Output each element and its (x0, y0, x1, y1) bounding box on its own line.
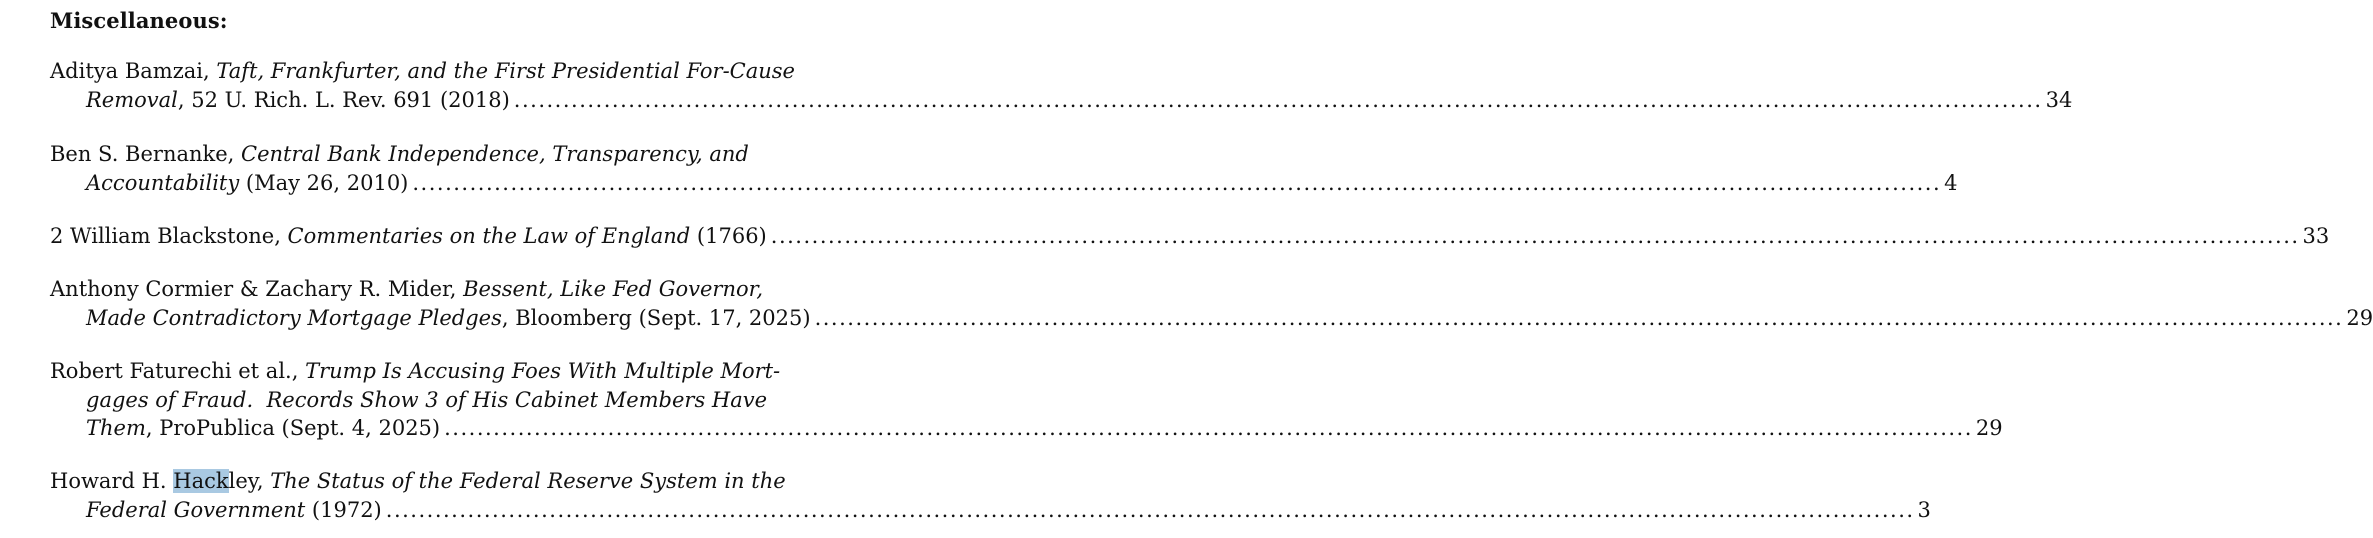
citation-title: Accountability (86, 170, 240, 195)
page-number: 29 (2346, 305, 2373, 330)
citation-line (50, 275, 987, 304)
citation-title: Federal Government (86, 497, 306, 522)
leader-dots: ........................................................................................................................................................................................... (412, 170, 1942, 195)
page-number: 33 (2302, 224, 2330, 248)
citation-source: , 52 U. Rich. L. Rev. 691 (2018) (177, 87, 510, 112)
citation-entry-bernanke (50, 140, 1958, 197)
page-number: 4 (1944, 170, 1958, 195)
citation-author (50, 469, 270, 493)
citation-source: (1972) (305, 497, 382, 522)
citation-entry-blackstone (50, 222, 2330, 251)
citation-line (50, 140, 987, 169)
citation-title: Them (86, 416, 146, 440)
leader-dots: ........................................................................................................................................................................................... (385, 497, 1915, 522)
text-selection-highlight[interactable]: Hack (173, 469, 229, 493)
citation-text (50, 222, 767, 251)
citation-text (86, 169, 408, 198)
citation-author: Aditya Bamzai, (50, 59, 217, 83)
page-number: 34 (2045, 87, 2073, 112)
page-number: 29 (1975, 416, 2003, 440)
citation-author: Ben S. Bernanke, (50, 142, 242, 166)
section-heading: Miscellaneous: (50, 8, 228, 33)
citation-title: Taft, Frankfurter, and the First Presidential For-Cause (216, 59, 795, 83)
citation-text (86, 414, 440, 443)
citation-entry-faturechi (50, 357, 2003, 443)
author-name-part: Howard H. (50, 469, 174, 493)
citation-text (86, 304, 811, 333)
citation-entry-bamzai (50, 57, 2073, 114)
citation-line (50, 169, 1958, 198)
citation-line (50, 386, 987, 415)
citation-text (86, 496, 382, 525)
citation-source: , Bloomberg (Sept. 17, 2025) (501, 305, 811, 330)
citation-title: Commentaries on the Law of England (287, 224, 691, 248)
citation-title: Bessent, Like Fed Governor, (463, 277, 764, 301)
leader-dots: ........................................................................................................................................................................................... (513, 87, 2043, 112)
citation-author: Robert Faturechi et al., (50, 359, 306, 383)
citation-title: The Status of the Federal Reserve System in the (270, 469, 786, 493)
citation-line (50, 357, 987, 386)
leader-dots: ........................................................................................................................................................................................... (770, 224, 2300, 248)
citation-source: , ProPublica (Sept. 4, 2025) (145, 416, 441, 440)
citation-title: Made Contradictory Mortgage Pledges (86, 305, 502, 330)
citation-author: Anthony Cormier & Zachary R. Mider, (50, 277, 464, 301)
citation-author: 2 William Blackstone, (50, 224, 288, 248)
citation-line (50, 414, 2003, 443)
leader-dots: ........................................................................................................................................................................................... (444, 416, 1973, 440)
citation-line (50, 467, 987, 496)
citation-source: (1766) (690, 224, 767, 248)
citation-text (86, 86, 510, 115)
citation-title: Central Bank Independence, Transparency, and (241, 142, 749, 166)
citation-entry-hackley (50, 467, 1931, 524)
citation-line (50, 304, 2373, 333)
page-number: 3 (1917, 497, 1931, 522)
citation-entry-cormier (50, 275, 2373, 332)
author-name-part: ley, (228, 469, 271, 493)
citation-line (50, 222, 2330, 251)
citation-source: (May 26, 2010) (239, 170, 409, 195)
citation-title: Removal (86, 87, 178, 112)
citation-line (50, 496, 1931, 525)
citation-line (50, 86, 2073, 115)
citation-line (50, 57, 987, 86)
citation-title: gages of Fraud. Records Show 3 of His Cabinet Members Have (86, 387, 768, 412)
citation-title: Trump Is Accusing Foes With Multiple Mort- (305, 359, 781, 383)
leader-dots: ........................................................................................................................................................................................... (814, 305, 2344, 330)
